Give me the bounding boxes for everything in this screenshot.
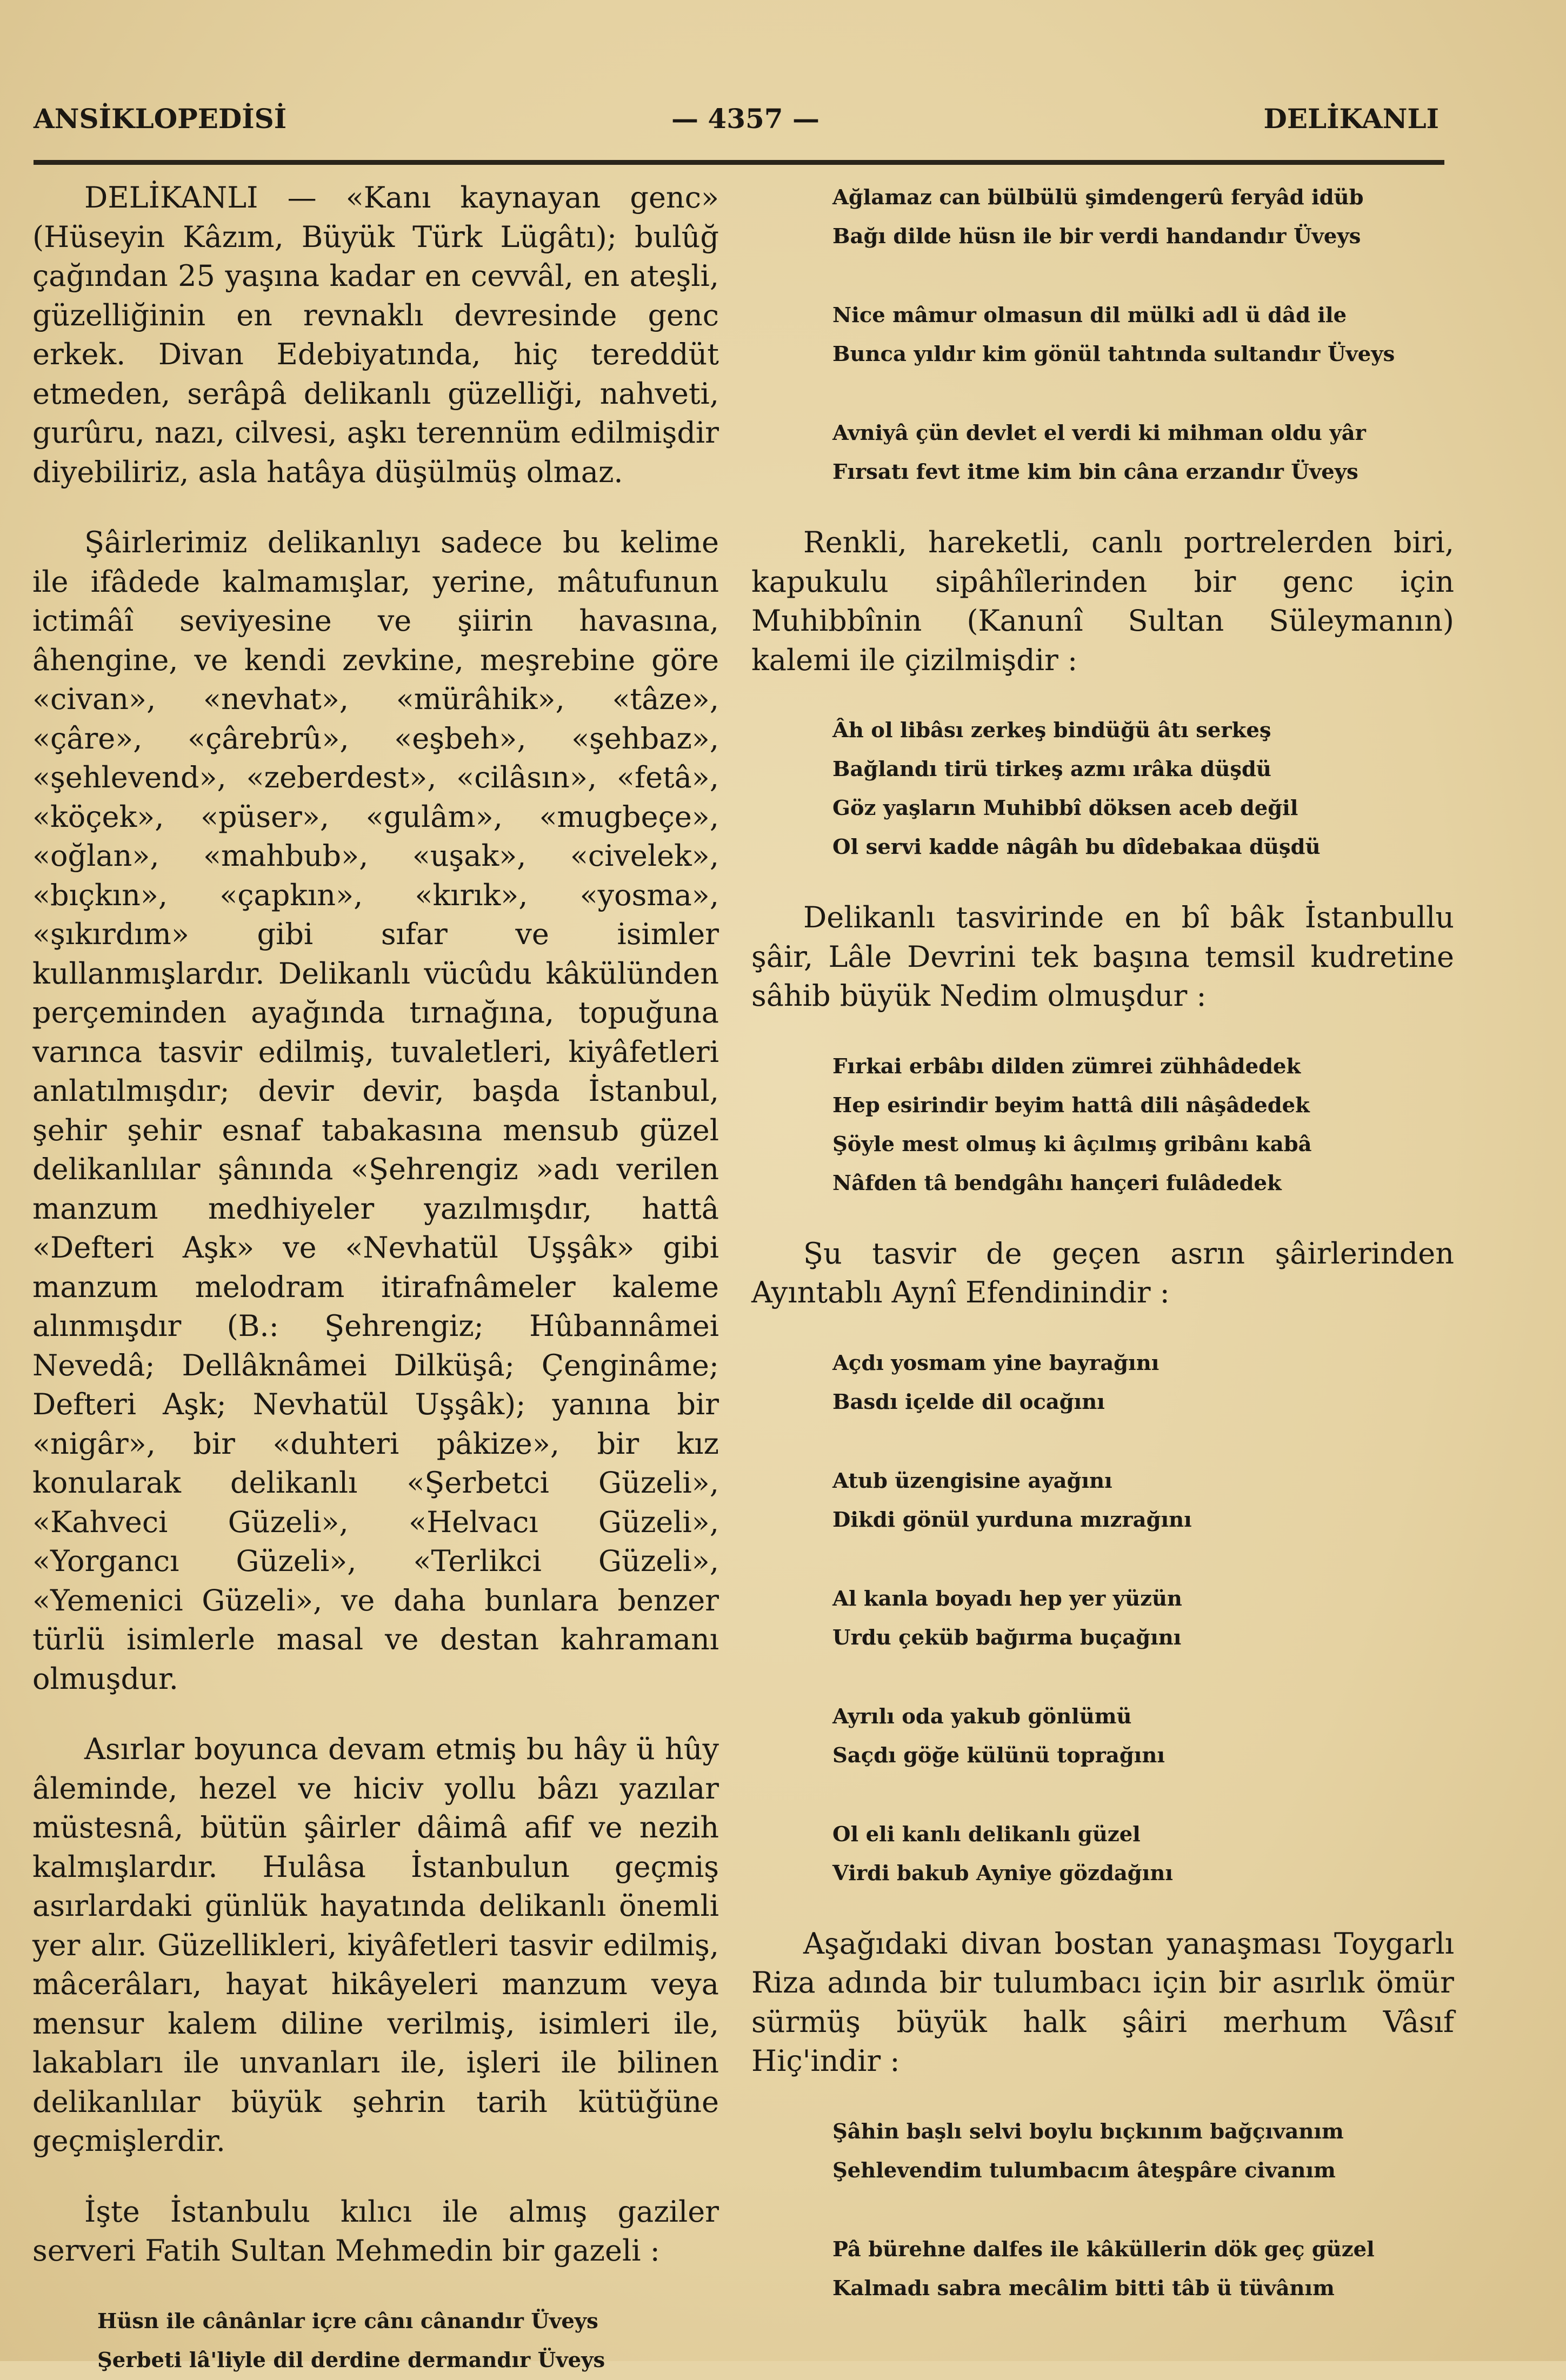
verse-block (751, 296, 1454, 374)
verse-block (751, 1047, 1454, 1203)
verse-block (751, 1580, 1454, 1657)
verse-line: Ol servi kadde nâgâh bu dîdebakaa düşdü (832, 835, 1321, 859)
verse-line: Şâhin başlı selvi boylu bıçkınım bağçıvanım (832, 2119, 1344, 2144)
verse-line: Bağlandı tirü tirkeş azmı ırâka düşdü (832, 757, 1271, 781)
verse-line: Ayrılı oda yakub gönlümü (832, 1704, 1132, 1729)
verse-line: Nice mâmur olmasun dil mülki adl ü dâd ile (832, 303, 1347, 327)
verse-line: Dikdi gönül yurduna mızrağını (832, 1507, 1192, 1532)
verse-block (32, 2302, 719, 2380)
verse-line: Göz yaşların Muhibbî döksen aceb değil (832, 796, 1298, 820)
verse-line: Ol eli kanlı delikanlı güzel (832, 1822, 1141, 1847)
verse-line: Şöyle mest olmuş ki âçılmış gribânı kabâ (832, 1132, 1312, 1156)
verse-line: Şehlevendim tulumbacım âteşpâre civanım (832, 2158, 1336, 2183)
verse-block (751, 711, 1454, 867)
paragraph: İşte İstanbulu kılıcı ile almış gaziler serveri Fatih Sultan Mehmedin bir gazeli : (32, 2194, 719, 2268)
verse-line: Hüsn ile cânânlar içre cânı cânandır Üveys (97, 2309, 598, 2334)
verse-block (751, 2230, 1454, 2308)
entry-definition: DELİKANLI — «Kanı kaynayan genc» (Hüseyin Kâzım, Büyük Türk Lügâtı); bulûğ çağından 25 yaşına kadar en cevvâl, en ateşli, güzelliğinin en revnaklı devresinde genc erkek. Divan Edebiyatında, hiç tereddüt etmeden, serâpâ delikanlı güzelliği, nahveti, gurûru, nazı, cilvesi, aşkı terennüm edilmişdir diyebiliriz, asla hatâya düşülmüş olmaz. (32, 180, 719, 489)
verse-block (751, 1462, 1454, 1540)
verse-block (751, 1344, 1454, 1422)
verse-line: Saçdı göğe külünü toprağını (832, 1743, 1165, 1768)
verse-block (751, 178, 1454, 256)
verse-line: Bağı dilde hüsn ile bir verdi handandır Üveys (832, 224, 1361, 249)
verse-line: Urdu çeküb bağırma buçağını (832, 1625, 1182, 1650)
page-header (34, 103, 1439, 146)
verse-line: Nâfden tâ bendgâhı hançeri fulâdedek (832, 1171, 1282, 1195)
verse-line: Virdi bakub Ayniye gözdağını (832, 1861, 1173, 1886)
verse-block (751, 414, 1454, 492)
page-number: — 4357 — (671, 103, 819, 135)
verse-block (751, 1697, 1454, 1775)
verse-line: Fırkai erbâbı dilden zümrei zühhâdedek (832, 1054, 1301, 1079)
verse-line: Şerbeti lâ'liyle dil derdine dermandır Üveys (97, 2348, 605, 2372)
header-entry: DELİKANLI (1263, 103, 1439, 135)
verse-block (751, 2112, 1454, 2190)
verse-line: Pâ bürehne dalfes ile kâküllerin dök geç güzel (832, 2237, 1375, 2262)
verse-line: Açdı yosmam yine bayrağını (832, 1351, 1159, 1375)
right-column (751, 178, 1454, 2308)
paragraph: Aşağıdaki divan bostan yanaşması Toygarlı Riza adında bir tulumbacı için bir asırlık ömür sürmüş büyük halk şâiri merhum Vâsıf Hiç'indir : (751, 1926, 1454, 2078)
verse-line: Atub üzengisine ayağını (832, 1468, 1112, 1493)
verse-line: Al kanla boyadı hep yer yüzün (832, 1586, 1182, 1611)
paragraph: Asırlar boyunca devam etmiş bu hây ü hûy âleminde, hezel ve hiciv yollu bâzı yazılar müstesnâ, bütün şâirler dâimâ afif ve nezih kalmışlardır. Hulâsa İstanbulun geçmiş asırlardaki günlük hayatında delikanlı önemli yer alır. Güzellikleri, kiyâfetleri tasvir edilmiş, mâcerâları, hayat hikâyeleri manzum veya mensur kalem diline verilmiş, isimleri ile, lakabları ile unvanları ile, işleri ile bilinen delikanlılar büyük şehrin tarih kütüğüne geçmişlerdir. (32, 1732, 719, 2158)
verse-line: Avniyâ çün devlet el verdi ki mihman oldu yâr (832, 421, 1366, 445)
paragraph: Renkli, hareketli, canlı portrelerden biri, kapukulu sipâhîlerinden bir genc için Muhibbînin (Kanunî Sultan Süleymanın) kalemi ile çizilmişdir : (751, 525, 1454, 677)
paragraph: Şâirlerimiz delikanlıyı sadece bu kelime ile ifâdede kalmamışlar, yerine, mâtufunun ictimâî seviyesine ve şiirin havasına, âhengine, ve kendi zevkine, meşrebine göre «civan», «nevhat», «mürâhik», «tâze», «çâre», «çârebrû», «eşbeh», «şehbaz», «şehlevend», «zeberdest», «cilâsın», «fetâ», «köçek», «püser», «gulâm», «mugbeçe», «oğlan», «mahbub», «uşak», «civelek», «bıçkın», «çapkın», «kırık», «yosma», «şıkırdım» gibi sıfar ve isimler kullanmışlardır. Delikanlı vücûdu kâkülünden perçeminden ayağında tırnağına, topuğuna varınca tasvir edilmiş, tuvaletleri, kiyâfetleri anlatılmışdır; devir devir, başda İstanbul, şehir şehir esnaf tabakasına mensub güzel delikanlılar şânında «Şehrengiz »adı verilen manzum medhiyeler yazılmışdır, hattâ «Defteri Aşk» ve «Nevhatül Uşşâk» gibi manzum melodram itirafnâmeler kaleme alınmışdır (B.: Şehrengiz; Hûbannâmei Nevedâ; Dellâknâmei Dilküşâ; Çenginâme; Defteri Aşk; Nevhatül Uşşâk); yanına bir «nigâr», bir «duhteri pâkize», bir kız konularak delikanlı «Şerbetci Güzeli», «Kahveci Güzeli», «Helvacı Güzeli», «Yorgancı Güzeli», «Terlikci Güzeli», «Yemenici Güzeli», ve daha bunlara benzer türlü isimlerle masal ve destan kahramanı olmuşdur. (32, 525, 719, 1696)
verse-line: Hep esirindir beyim hattâ dili nâşâdedek (832, 1093, 1310, 1118)
verse-line: Ağlamaz can bülbülü şimdengerû feryâd idüb (832, 185, 1364, 210)
paragraph: Delikanlı tasvirinde en bî bâk İstanbullu şâir, Lâle Devrini tek başına temsil kudretine sâhib büyük Nedim olmuşdur : (751, 900, 1454, 1013)
verse-line: Fırsatı fevt itme kim bin câna erzandır Üveys (832, 460, 1358, 484)
verse-line: Basdı içelde dil ocağını (832, 1389, 1105, 1414)
verse-line: Bunca yıldır kim gönül tahtında sultandır Üveys (832, 342, 1395, 366)
left-column (32, 178, 719, 2380)
header-title: ANSİKLOPEDİSİ (34, 103, 287, 135)
paragraph: Şu tasvir de geçen asrın şâirlerinden Ayıntablı Aynî Efendinindir : (751, 1236, 1454, 1309)
verse-line: Âh ol libâsı zerkeş bindüğü âtı serkeş (832, 718, 1271, 743)
verse-line: Kalmadı sabra mecâlim bitti tâb ü tüvânım (832, 2276, 1335, 2301)
header-rule (34, 160, 1444, 165)
verse-block (751, 1815, 1454, 1893)
